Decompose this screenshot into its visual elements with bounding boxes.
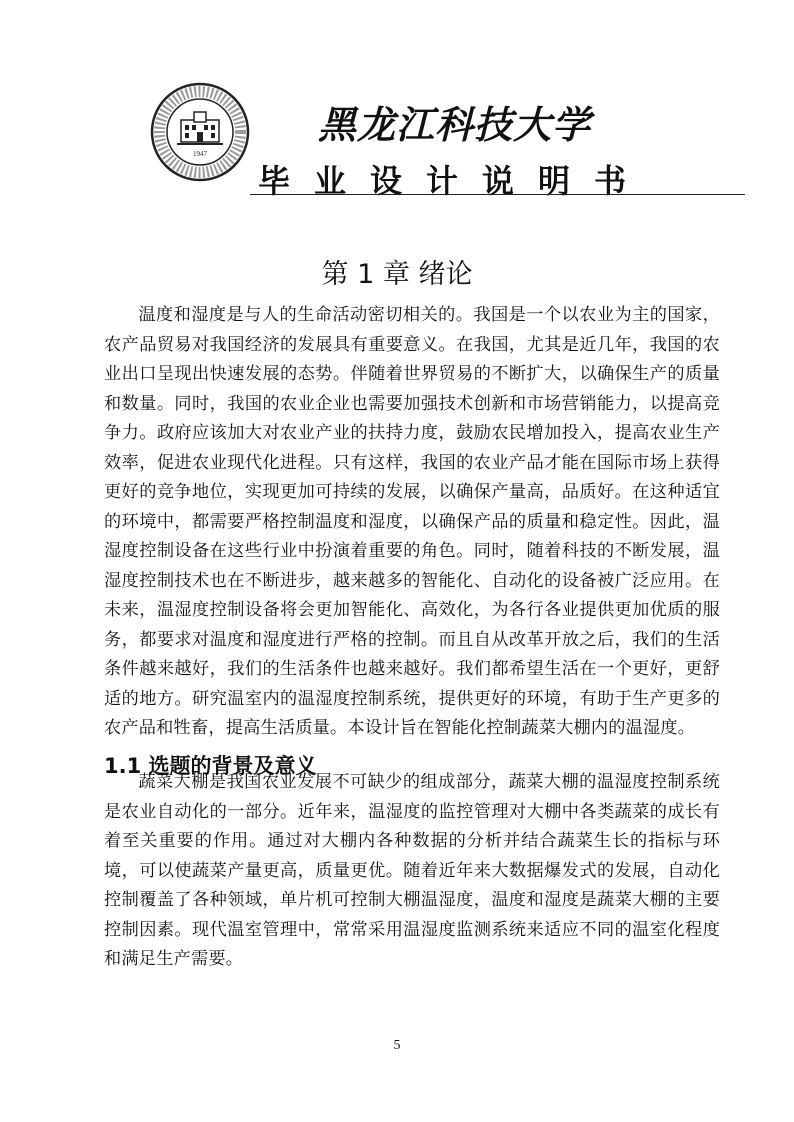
document-title: 毕业设计说明书 xyxy=(258,162,651,200)
document-header xyxy=(150,80,750,200)
university-seal-logo xyxy=(150,82,250,182)
intro-paragraph: 温度和湿度是与人的生命活动密切相关的。我国是一个以农业为主的国家，农产品贸易对我国经济的发展具有重要意义。在我国，尤其是近几年，我国的农业出口呈现出快速发展的态势。伴随着世界贸易的不断扩大，以确保生产的质量和数量。同时，我国的农业企业也需要加强技术创新和市场营销能力，以提高竞争力。政府应该加大对农业产业的扶持力度，鼓励农民增加投入，提高农业生产效率，促进农业现代化进程。只有这样，我国的农业产品才能在国际市场上获得更好的竞争地位，实现更加可持续的发展，以确保产量高，品质好。在这种适宜的环境中，都需要严格控制温度和湿度，以确保产品的质量和稳定性。因此，温湿度控制设备在这些行业中扮演着重要的角色。同时，随着科技的不断发展，温湿度控制技术也在不断进步，越来越多的智能化、自动化的设备被广泛应用。在未来，温湿度控制设备将会更加智能化、高效化，为各行各业提供更加优质的服务，都要求对温度和湿度进行严格的控制。而且自从改革开放之后，我们的生活条件越来越好，我们的生活条件也越来越好。我们都希望生活在一个更好，更舒适的地方。研究温室内的温湿度控制系统，提供更好的环境，有助于生产更多的农产品和牲畜，提高生活质量。本设计旨在智能化控制蔬菜大棚内的温湿度。 xyxy=(104,305,720,738)
page-number: 5 xyxy=(393,1038,401,1053)
seal-year: 1947 xyxy=(193,150,207,158)
header-divider xyxy=(250,194,745,195)
section-paragraph: 蔬菜大棚是我国农业发展不可缺少的组成部分，蔬菜大棚的温湿度控制系统是农业自动化的一部分。近年来，温湿度的监控管理对大棚中各类蔬菜的成长有着至关重要的作用。通过对大棚内各种数据的分析并结合蔬菜生长的指标与环境，可以使蔬菜产量更高，质量更优。随着近年来大数据爆发式的发展，自动化控制覆盖了各种领域，单片机可控制大棚温湿度，温度和湿度是蔬菜大棚的主要控制因素。现代温室管理中，常常采用温湿度监测系统来适应不同的温室化程度和满足生产需要。 xyxy=(104,772,720,969)
section-heading: 1.1 选题的背景及意义 xyxy=(104,754,317,779)
university-name-calligraphy: 黑龙江科技大学 xyxy=(318,102,592,147)
chapter-title: 第 1 章 绪论 xyxy=(321,259,473,291)
